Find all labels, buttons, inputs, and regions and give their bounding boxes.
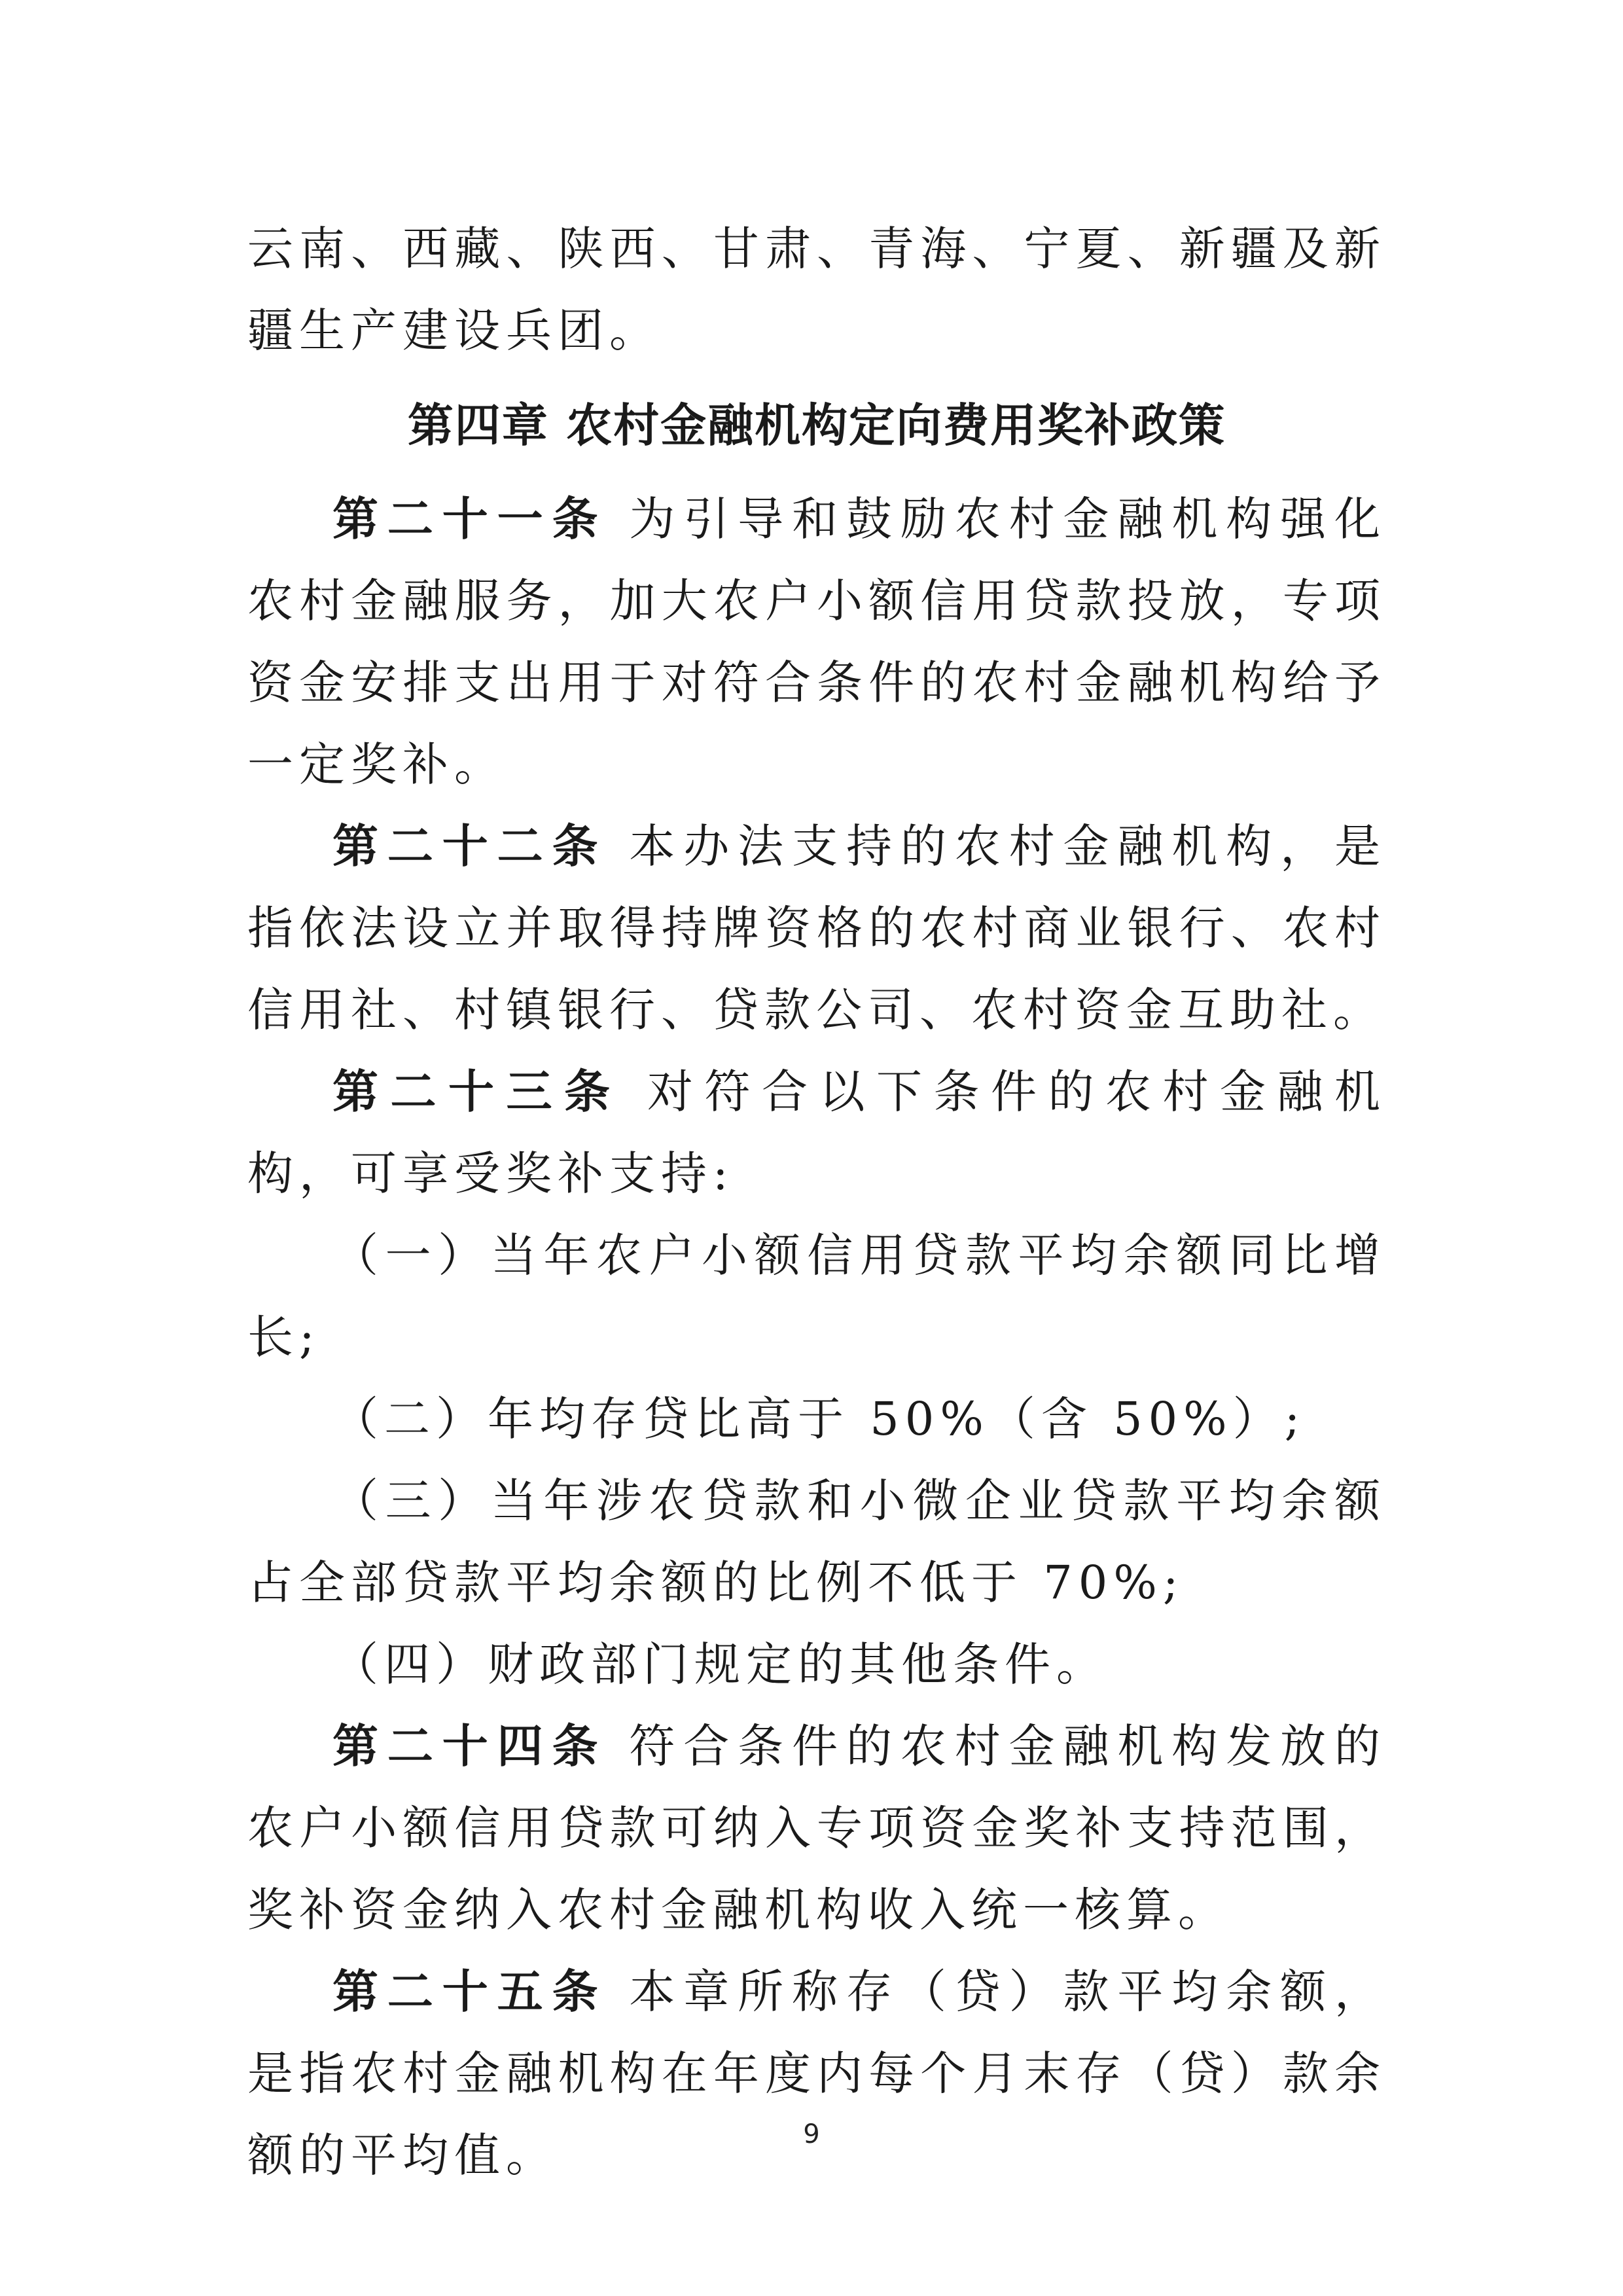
continuation-paragraph: 云南、西藏、陕西、甘肃、青海、宁夏、新疆及新疆生产建设兵团。 xyxy=(247,222,1386,357)
condition-item-3: （三）当年涉农贷款和小微企业贷款平均余额占全部贷款平均余额的比例不低于 70%; xyxy=(247,1474,1386,1609)
article-25-label: 第二十五条 xyxy=(332,1965,607,2018)
condition-item-4: （四）财政部门规定的其他条件。 xyxy=(332,1638,1108,1691)
article-23-label: 第二十三条 xyxy=(332,1065,622,1119)
article-24 xyxy=(247,1706,1386,1951)
article-22-label: 第二十二条 xyxy=(332,819,607,873)
article-25 xyxy=(247,1951,1386,2197)
page-number: 9 xyxy=(803,2119,820,2149)
article-22-text: 本办法支持的农村金融机构，是指依法设立并取得持牌资格的农村商业银行、农村信用社、村镇银行、贷款公司、农村资金互助社。 xyxy=(247,819,1387,1037)
chapter-title: 第四章 农村金融机构定向费用奖补政策 xyxy=(407,399,1226,452)
condition-item-2: （二）年均存贷比高于 50%（含 50%）; xyxy=(332,1392,1306,1446)
article-25-text: 本章所称存（贷）款平均余额，是指农村金融机构在年度内每个月末存（贷）款余额的平均值。 xyxy=(247,1965,1387,2182)
article-22 xyxy=(247,806,1386,1051)
article-24-text: 符合条件的农村金融机构发放的农户小额信用贷款可纳入专项资金奖补支持范围，奖补资金纳入农村金融机构收入统一核算。 xyxy=(247,1719,1387,1937)
condition-item-1: （一）当年农户小额信用贷款平均余额同比增长; xyxy=(247,1229,1386,1364)
article-24-label: 第二十四条 xyxy=(332,1719,607,1773)
document-body xyxy=(247,208,1386,2197)
article-21-label: 第二十一条 xyxy=(332,492,607,546)
article-23-text: 对符合以下条件的农村金融机构，可享受奖补支持: xyxy=(247,1065,1386,1200)
article-21 xyxy=(247,478,1386,806)
article-21-text: 为引导和鼓励农村金融机构强化农村金融服务，加大农户小额信用贷款投放，专项资金安排支出用于对符合条件的农村金融机构给予一定奖补。 xyxy=(247,492,1387,791)
article-23 xyxy=(247,1051,1386,1215)
